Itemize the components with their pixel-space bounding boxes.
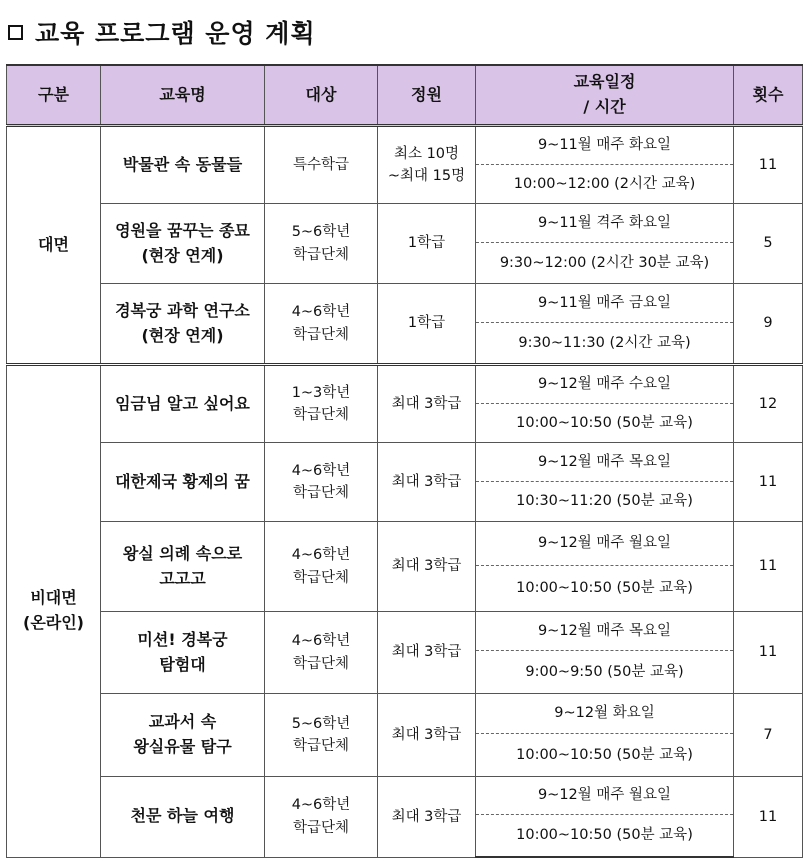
session-count: 11 (734, 777, 803, 858)
program-name-cell (101, 284, 265, 365)
table-row (7, 694, 803, 734)
session-count: 7 (734, 694, 803, 777)
program-name-cell (101, 365, 265, 443)
category-sublabel: (온라인) (23, 613, 84, 633)
program-name-cell (101, 126, 265, 204)
capacity-cell (378, 284, 476, 365)
program-name-cell (101, 443, 265, 522)
target-unit: 학급단체 (292, 738, 350, 754)
schedule-days: 9~12월 매주 월요일 (476, 522, 734, 566)
program-name-line2: 고고고 (159, 568, 206, 588)
header-count: 횟수 (734, 65, 803, 126)
capacity-cell (378, 365, 476, 443)
capacity-value: 최대 3학급 (391, 395, 462, 412)
target-unit: 학급단체 (292, 246, 350, 263)
table-row (7, 365, 803, 404)
schedule-time: 10:00~10:50 (50분 교육) (476, 815, 734, 858)
capacity-cell (378, 612, 476, 694)
capacity-cell (378, 204, 476, 284)
schedule-days: 9~12월 매주 월요일 (476, 777, 734, 815)
target-cell (265, 365, 378, 443)
target-unit: 학급단체 (292, 655, 350, 672)
schedule-days: 9~12월 화요일 (476, 694, 734, 734)
program-name-cell (101, 694, 265, 777)
program-schedule-table (6, 64, 803, 858)
program-name: 경복궁 과학 연구소 (115, 300, 250, 320)
capacity-value: 최대 3학급 (391, 473, 462, 490)
header-schedule-line2: / 시간 (583, 97, 626, 116)
schedule-time: 10:00~10:50 (50분 교육) (476, 404, 734, 443)
target-grade: 5~6학년 (291, 715, 351, 732)
program-name: 대한제국 황제의 꿈 (115, 471, 250, 491)
target-cell (265, 522, 378, 612)
target-cell (265, 694, 378, 777)
capacity-value-line2: ~최대 15명 (387, 168, 466, 184)
header-target: 대상 (265, 65, 378, 126)
capacity-cell (378, 694, 476, 777)
schedule-days: 9~11월 격주 화요일 (476, 204, 734, 243)
header-capacity: 정원 (378, 65, 476, 126)
target-unit: 학급단체 (292, 485, 350, 501)
schedule-time: 10:30~11:20 (50분 교육) (476, 482, 734, 522)
header-program: 교육명 (101, 65, 265, 126)
program-name: 미션! 경복궁 (137, 629, 228, 649)
program-name-line2: 탐험대 (159, 654, 206, 674)
capacity-value: 1학급 (407, 315, 446, 332)
target-grade: 4~6학년 (291, 797, 351, 814)
table-row (7, 443, 803, 482)
schedule-days: 9~11월 매주 화요일 (476, 126, 734, 165)
capacity-value: 최소 10명 (393, 145, 460, 162)
category-cell (7, 126, 101, 365)
session-count: 11 (734, 126, 803, 204)
capacity-cell (378, 522, 476, 612)
program-name-cell (101, 204, 265, 284)
program-name: 천문 하늘 여행 (130, 806, 235, 826)
schedule-days: 9~11월 매주 금요일 (476, 284, 734, 323)
program-name: 박물관 속 동물들 (122, 154, 243, 174)
capacity-cell (378, 126, 476, 204)
capacity-value: 최대 3학급 (391, 808, 462, 825)
schedule-time: 10:00~10:50 (50분 교육) (476, 566, 734, 612)
header-schedule (476, 65, 734, 126)
header-schedule-line1: 교육일정 (573, 72, 636, 92)
table-row (7, 612, 803, 651)
program-name-line2: (현장 연계) (141, 325, 224, 345)
program-name-line2: (현장 연계) (141, 245, 224, 265)
target-cell (265, 126, 378, 204)
target-unit: 학급단체 (292, 326, 350, 343)
category-cell (7, 365, 101, 858)
target-cell (265, 443, 378, 522)
target-grade: 5~6학년 (291, 224, 351, 241)
target-unit: 학급단체 (292, 569, 350, 586)
table-row (7, 284, 803, 323)
table-row (7, 126, 803, 165)
program-name: 교과서 속 (148, 712, 217, 732)
page-title (4, 14, 316, 50)
program-name-cell (101, 612, 265, 694)
target-grade: 4~6학년 (291, 304, 351, 321)
schedule-time: 10:00~10:50 (50분 교육) (476, 734, 734, 777)
table-row (7, 777, 803, 815)
target-grade: 4~6학년 (291, 547, 351, 564)
session-count: 9 (734, 284, 803, 365)
program-name: 임금님 알고 싶어요 (115, 393, 250, 413)
checkbox-square-icon (8, 25, 23, 40)
schedule-time: 9:30~12:00 (2시간 30분 교육) (476, 243, 734, 284)
schedule-days: 9~12월 매주 목요일 (476, 612, 734, 651)
target-unit: 학급단체 (292, 819, 350, 836)
table-header-row (7, 65, 803, 126)
capacity-cell (378, 443, 476, 522)
program-name: 왕실 의례 속으로 (122, 543, 243, 563)
capacity-value: 최대 3학급 (391, 726, 462, 743)
program-name-line2: 왕실유물 탐구 (133, 737, 232, 756)
category-label: 대면 (38, 234, 69, 254)
session-count: 11 (734, 443, 803, 522)
schedule-days: 9~12월 매주 수요일 (476, 365, 734, 404)
page-title-text: 교육 프로그램 운영 계획 (35, 19, 316, 48)
session-count: 11 (734, 522, 803, 612)
target-cell (265, 284, 378, 365)
schedule-days: 9~12월 매주 목요일 (476, 443, 734, 482)
capacity-cell (378, 777, 476, 858)
target-cell (265, 612, 378, 694)
table-row (7, 204, 803, 243)
schedule-time: 9:00~9:50 (50분 교육) (476, 651, 734, 694)
session-count: 11 (734, 612, 803, 694)
capacity-value: 최대 3학급 (391, 558, 462, 575)
capacity-value: 최대 3학급 (391, 644, 462, 661)
target-cell (265, 777, 378, 858)
target-grade: 특수학급 (292, 156, 350, 173)
target-cell (265, 204, 378, 284)
session-count: 12 (734, 365, 803, 443)
target-grade: 4~6학년 (291, 462, 351, 479)
target-unit: 학급단체 (292, 407, 350, 423)
header-category: 구분 (7, 65, 101, 126)
schedule-time: 10:00~12:00 (2시간 교육) (476, 165, 734, 204)
target-grade: 1~3학년 (291, 384, 351, 401)
category-label: 비대면 (30, 588, 77, 608)
program-name: 영원을 꿈꾸는 종묘 (115, 220, 250, 240)
session-count: 5 (734, 204, 803, 284)
capacity-value: 1학급 (407, 235, 446, 252)
schedule-time: 9:30~11:30 (2시간 교육) (476, 323, 734, 365)
program-name-cell (101, 522, 265, 612)
table-row (7, 522, 803, 566)
target-grade: 4~6학년 (291, 633, 351, 650)
program-name-cell (101, 777, 265, 858)
